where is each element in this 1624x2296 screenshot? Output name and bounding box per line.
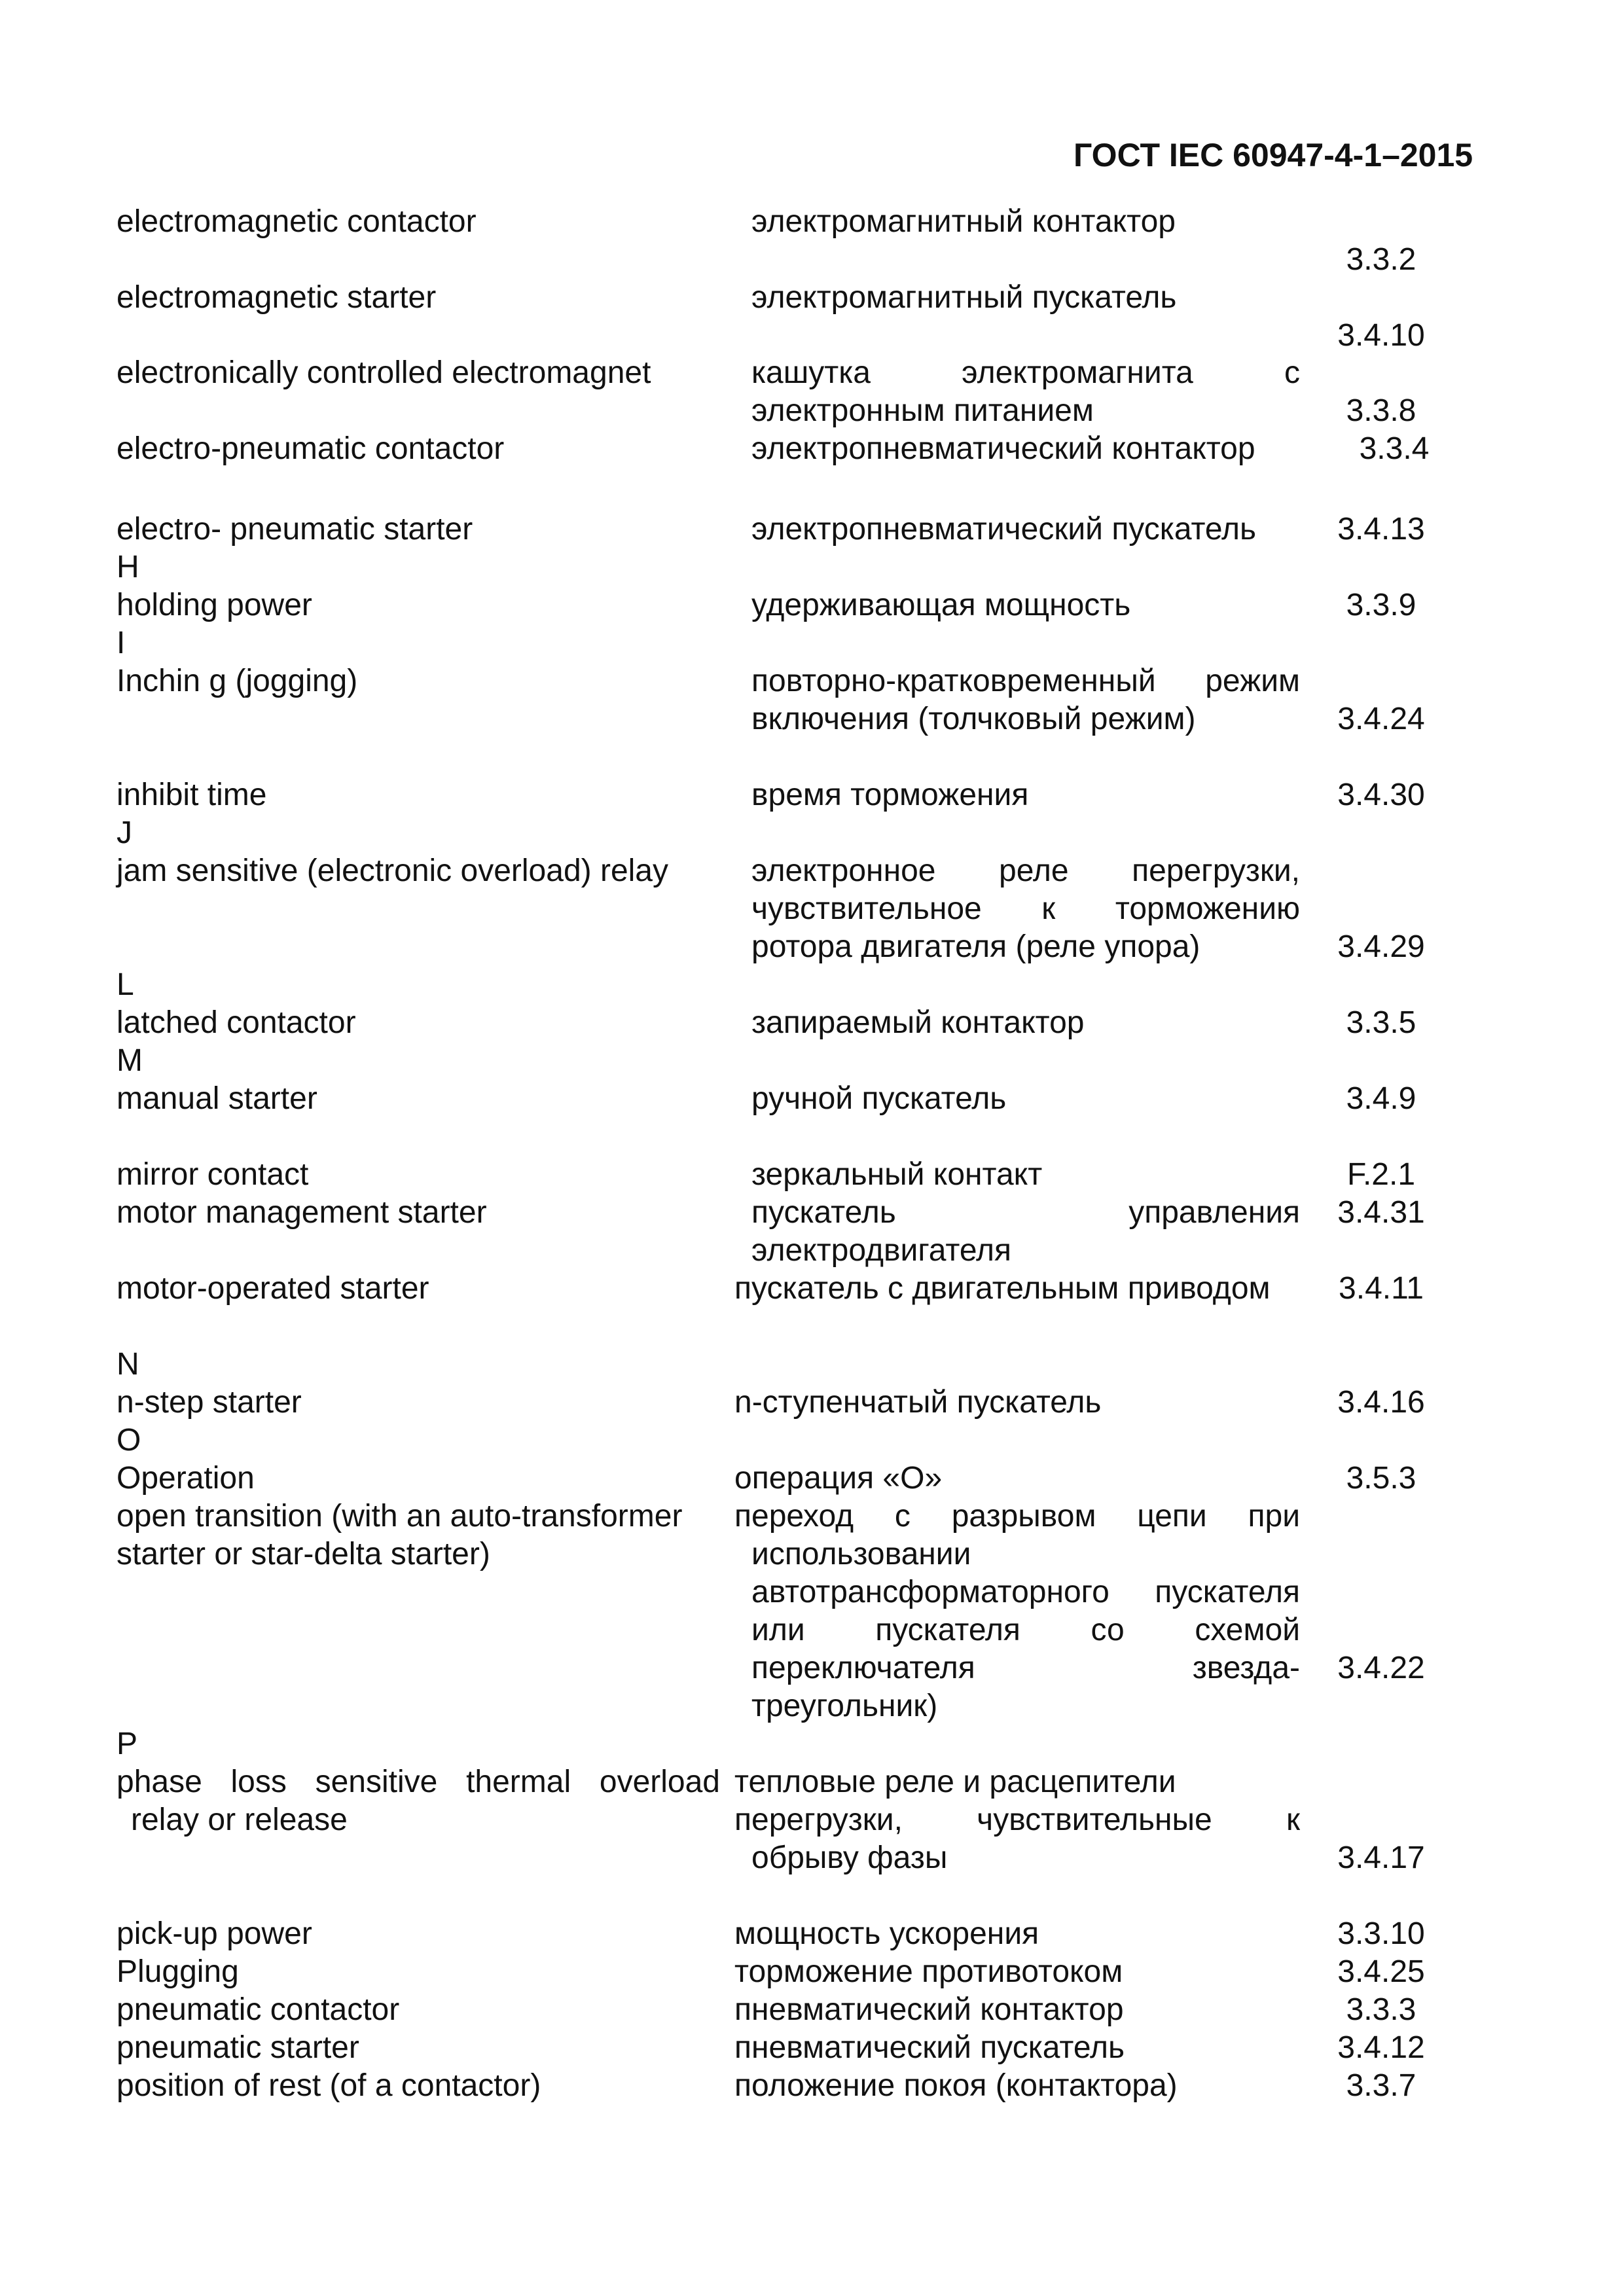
term-en: pneumatic starter	[117, 2030, 359, 2065]
term-ru: электронное реле перегрузки,	[751, 853, 1300, 888]
term-ref: 3.4.22	[1337, 1651, 1425, 1685]
term-en: pick-up power	[117, 1916, 312, 1951]
term-en: Plugging	[117, 1954, 239, 1989]
term-ref: 3.3.3	[1346, 1992, 1416, 2027]
term-ru: треугольник)	[751, 1689, 938, 1723]
term-en: pneumatic contactor	[117, 1992, 400, 2027]
term-ref: 3.3.10	[1337, 1916, 1425, 1951]
term-ru: переход с разрывом цепи при	[734, 1499, 1300, 1534]
section-letter: H	[117, 550, 139, 584]
term-en: electronically controlled electromagnet	[117, 355, 651, 390]
term-ru: операция «О»	[734, 1461, 943, 1496]
term-ru: перегрузки, чувствительные к	[734, 1803, 1300, 1837]
term-en: latched contactor	[117, 1005, 356, 1040]
term-ru: автотрансформаторного пускателя	[751, 1575, 1300, 1609]
term-ref: 3.4.29	[1337, 929, 1425, 964]
term-en: phase loss sensitive thermal overload	[117, 1765, 720, 1799]
term-ref: 3.4.25	[1337, 1954, 1425, 1989]
term-ru: торможение противотоком	[734, 1954, 1123, 1989]
term-en: electro-pneumatic contactor	[117, 431, 505, 466]
term-ref: 3.4.30	[1337, 778, 1425, 812]
term-en: starter or star-delta starter)	[117, 1537, 490, 1571]
term-ru: обрыву фазы	[751, 1840, 948, 1875]
term-ru: электронным питанием	[751, 393, 1094, 428]
document-header: ГОСТ IEC 60947-4-1–2015	[1074, 137, 1473, 173]
term-ref: 3.3.4	[1359, 431, 1430, 466]
term-ref: 3.3.7	[1346, 2068, 1416, 2103]
term-ru: тепловые реле и расцепители	[734, 1765, 1176, 1799]
term-ru: использовании	[751, 1537, 971, 1571]
term-en: manual starter	[117, 1081, 317, 1116]
term-ref: 3.3.5	[1346, 1005, 1416, 1040]
term-ref: 3.4.16	[1337, 1385, 1425, 1420]
term-ru: электропневматический пускатель	[751, 512, 1257, 547]
term-ref: 3.4.12	[1337, 2030, 1425, 2065]
term-ru: включения (толчковый режим)	[751, 702, 1196, 736]
term-ru: пускатель управления	[751, 1195, 1300, 1230]
term-en: inhibit time	[117, 778, 267, 812]
term-en: motor management starter	[117, 1195, 487, 1230]
term-ru: или пускателя со схемой	[751, 1613, 1300, 1647]
section-letter: J	[117, 816, 132, 850]
term-ru: пускатель с двигательным приводом	[734, 1271, 1271, 1306]
term-ru: время торможения	[751, 778, 1029, 812]
term-ru: чувствительное к торможению	[751, 891, 1300, 926]
term-ref: 3.4.10	[1337, 318, 1425, 353]
term-ru: электропневматический контактор	[751, 431, 1255, 466]
term-ru: пневматический контактор	[734, 1992, 1124, 2027]
term-ru: переключателя звезда-	[751, 1651, 1300, 1685]
section-letter: O	[117, 1423, 141, 1458]
term-en: n-step starter	[117, 1385, 302, 1420]
term-ru: положение покоя (контактора)	[734, 2068, 1178, 2103]
term-ref: 3.3.9	[1346, 588, 1416, 622]
term-en: Inchin g (jogging)	[117, 664, 358, 698]
term-ru: электромагнитный пускатель	[751, 280, 1177, 315]
section-letter: L	[117, 967, 134, 1002]
term-en: holding power	[117, 588, 312, 622]
term-en: motor-operated starter	[117, 1271, 429, 1306]
term-ru: зеркальный контакт	[751, 1157, 1043, 1192]
term-ru: n-ступенчатый пускатель	[734, 1385, 1102, 1420]
term-ru: электродвигателя	[751, 1233, 1011, 1268]
term-en: jam sensitive (electronic overload) relay	[117, 853, 668, 888]
term-ref: 3.4.9	[1346, 1081, 1416, 1116]
term-ru: ротора двигателя (реле упора)	[751, 929, 1200, 964]
term-en: electromagnetic contactor	[117, 204, 477, 239]
term-ref: 3.4.11	[1339, 1271, 1424, 1306]
term-ru: электромагнитный контактор	[751, 204, 1176, 239]
term-en: electromagnetic starter	[117, 280, 437, 315]
term-ru: удерживающая мощность	[751, 588, 1131, 622]
term-en: Operation	[117, 1461, 255, 1496]
term-ref: 3.4.24	[1337, 702, 1425, 736]
term-ru: ручной пускатель	[751, 1081, 1007, 1116]
term-en: open transition (with an auto-transformer	[117, 1499, 683, 1534]
term-ref: 3.5.3	[1346, 1461, 1416, 1496]
section-letter: I	[117, 626, 126, 660]
term-en: relay or release	[131, 1803, 348, 1837]
term-ref: F.2.1	[1346, 1157, 1416, 1192]
term-ru: кашутка электромагнита с	[751, 355, 1300, 390]
section-letter: P	[117, 1727, 138, 1761]
term-ref: 3.4.31	[1337, 1195, 1425, 1230]
term-en: position of rest (of a contactor)	[117, 2068, 541, 2103]
term-en: electro- pneumatic starter	[117, 512, 473, 547]
term-ref: 3.4.13	[1337, 512, 1425, 547]
term-ru: пневматический пускатель	[734, 2030, 1125, 2065]
term-ru: повторно-кратковременный режим	[751, 664, 1300, 698]
term-ru: мощность ускорения	[734, 1916, 1039, 1951]
term-ref: 3.3.8	[1346, 393, 1416, 428]
section-letter: M	[117, 1043, 143, 1078]
term-en: mirror contact	[117, 1157, 309, 1192]
term-ru: запираемый контактор	[751, 1005, 1085, 1040]
section-letter: N	[117, 1347, 139, 1382]
term-ref: 3.3.2	[1346, 242, 1416, 277]
term-ref: 3.4.17	[1337, 1840, 1425, 1875]
